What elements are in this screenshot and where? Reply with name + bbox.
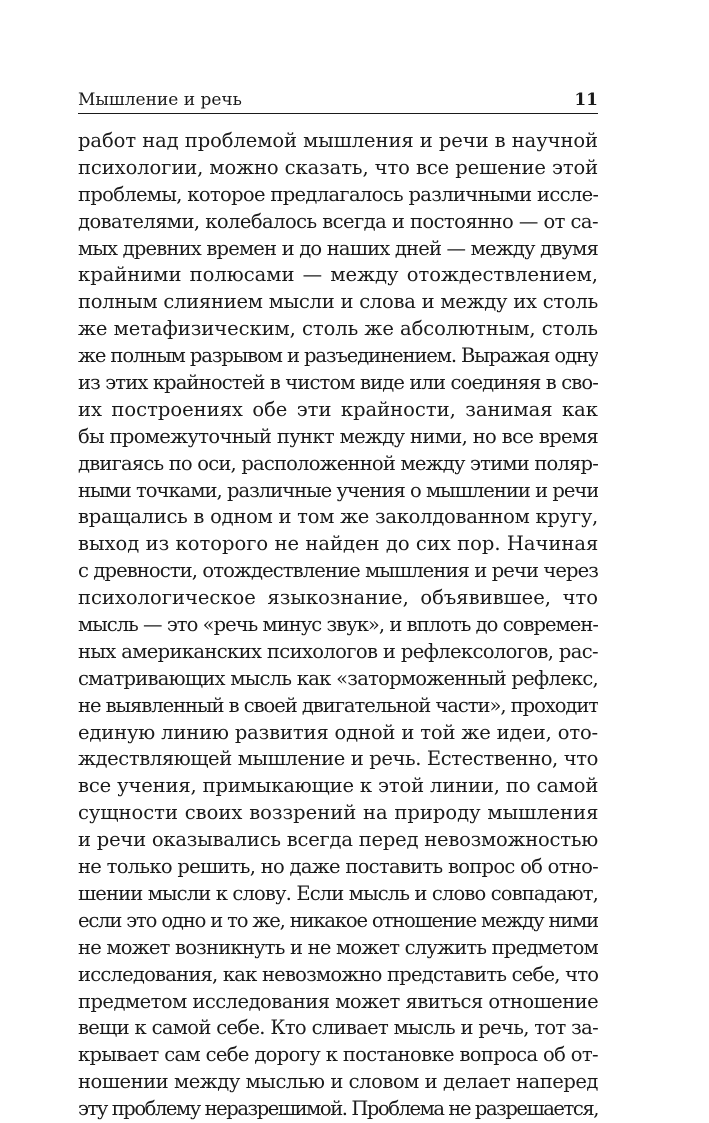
text-line: предметом исследования может явиться отношение: [78, 989, 598, 1013]
text-line: эту проблему неразрешимой. Проблема не разрешается,: [78, 1097, 598, 1121]
text-line: психологии, можно сказать, что все решение этой: [78, 155, 598, 179]
text-line: с древности, отождествление мышления и речи через: [78, 559, 598, 583]
text-line: шении мысли к слову. Если мысль и слово совпадают,: [78, 881, 598, 905]
running-title: Мышление и речь: [78, 90, 242, 110]
text-line: ношении между мыслью и словом и делает наперед: [78, 1070, 598, 1094]
text-line: ждествляющей мышление и речь. Естественно, что: [78, 747, 598, 771]
text-line: крывает сам себе дорогу к постановке вопроса об от-: [78, 1043, 598, 1067]
text-line: исследования, как невозможно представить себе, что: [78, 962, 598, 986]
text-line: и речи оказывались всегда перед невозможностью: [78, 828, 598, 852]
text-line: дователями, колебалось всегда и постоянно — от са-: [78, 209, 598, 233]
text-line: вращались в одном и том же заколдованном кругу,: [78, 505, 598, 529]
body-text: [78, 128, 598, 1123]
page-number: 11: [574, 90, 598, 110]
text-line: двигаясь по оси, расположенной между этими поляр-: [78, 451, 598, 475]
text-line: вещи к самой себе. Кто сливает мысль и речь, тот за-: [78, 1016, 598, 1040]
text-line: психологическое языкознание, объявившее, что: [78, 586, 598, 610]
text-line: все учения, примыкающие к этой линии, по самой: [78, 774, 598, 798]
text-line: из этих крайностей в чистом виде или соединяя в сво-: [78, 371, 598, 395]
text-line: крайними полюсами — между отождествлением,: [78, 263, 598, 287]
text-line: работ над проблемой мышления и речи в научной: [78, 129, 598, 152]
text-line: бы промежуточный пункт между ними, но все время: [78, 424, 598, 448]
text-line: не выявленный в своей двигательной части», проходит: [78, 693, 598, 717]
text-line: не только решить, но даже поставить вопрос об отно-: [78, 855, 598, 879]
running-header: [78, 84, 598, 110]
text-line: полным слиянием мысли и слова и между их столь: [78, 290, 598, 314]
text-line: проблемы, которое предлагалось различными иссле-: [78, 182, 598, 206]
text-line: ными точками, различные учения о мышлении и речи: [78, 478, 598, 502]
text-line: не может возникнуть и не может служить предметом: [78, 935, 598, 959]
text-line: же метафизическим, столь же абсолютным, столь: [78, 317, 598, 341]
text-line: сущности своих воззрений на природу мышления: [78, 801, 598, 825]
header-rule: [78, 113, 598, 114]
text-line: единую линию развития одной и той же идеи, ото-: [78, 720, 598, 744]
text-line: ных американских психологов и рефлексологов, рас-: [78, 639, 598, 663]
text-line: если это одно и то же, никакое отношение между ними: [78, 908, 598, 932]
text-line: мысль — это «речь минус звук», и вплоть до современ-: [78, 613, 598, 637]
text-line: выход из которого не найден до сих пор. Начиная: [78, 532, 598, 556]
text-line: их построениях обе эти крайности, занимая как: [78, 397, 598, 421]
text-line: мых древних времен и до наших дней — между двумя: [78, 236, 598, 260]
text-line: же полным разрывом и разъединением. Выражая одну: [78, 344, 598, 368]
text-line: сматривающих мысль как «заторможенный рефлекс,: [78, 666, 598, 690]
